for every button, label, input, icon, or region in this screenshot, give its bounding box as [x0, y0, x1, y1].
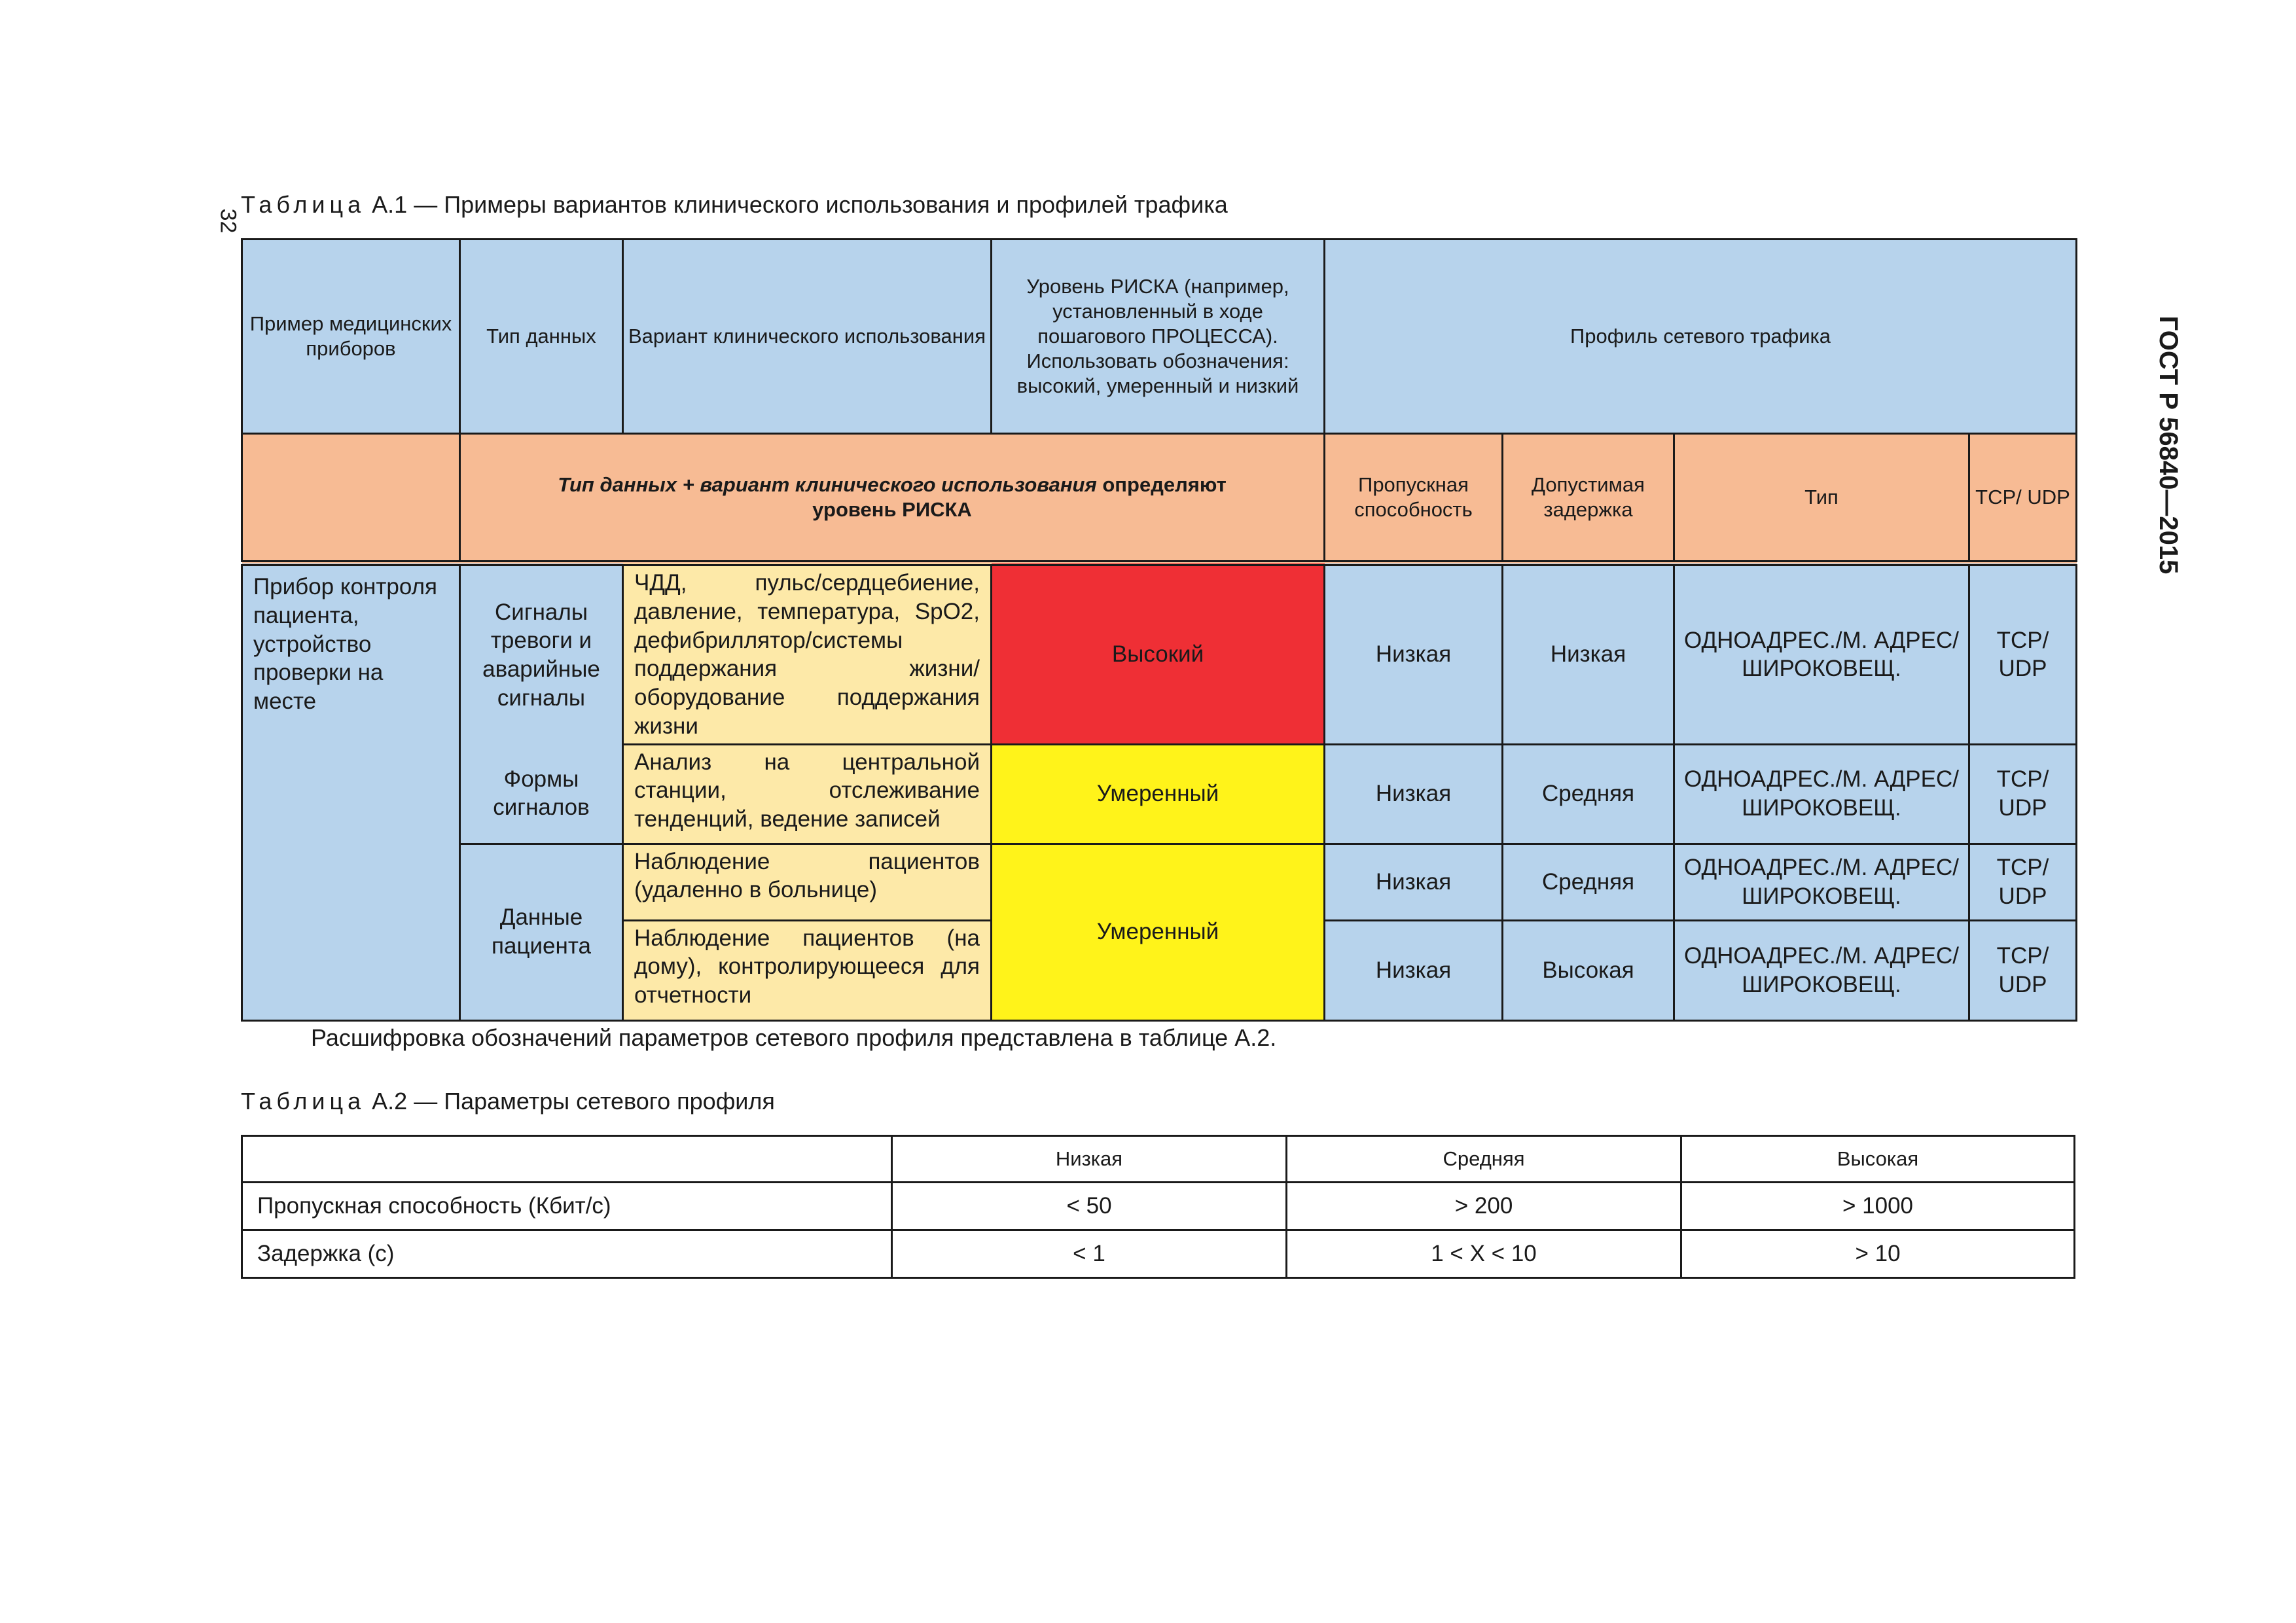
- clinical-use-cell: Анализ на центральной станции, отслеживание тенденций, ведение записей: [623, 744, 992, 844]
- latency-cell: Высокая: [1503, 920, 1674, 1020]
- clinical-use-cell: Наблюдение пациентов (удаленно в больнице): [623, 844, 992, 920]
- traffic-type-cell: ОДНОАДРЕС./М. АДРЕС/ ШИРОКОВЕЩ.: [1674, 920, 1969, 1020]
- header-traffic-profile: Профиль сетевого трафика: [1325, 240, 2077, 434]
- clinical-use-table: [241, 238, 2077, 1022]
- risk-level-moderate: Умеренный: [992, 744, 1325, 844]
- subheader-empty: [242, 434, 460, 563]
- latency-cell: Низкая: [1503, 563, 1674, 745]
- clinical-use-cell: ЧДД, пульс/сердцебиение, давление, температура, SpO2, дефибриллятор/системы поддержания жизни/ оборудование поддержания жизни: [623, 563, 992, 745]
- value-low: < 50: [892, 1183, 1287, 1230]
- table2-caption-label: Таблица: [241, 1088, 366, 1115]
- risk-level-high: Высокий: [992, 563, 1325, 745]
- document-standard-id: ГОСТ Р 56840—2015: [2154, 315, 2183, 575]
- table1-caption-label: Таблица: [241, 191, 366, 218]
- subheader-latency: Допустимая задержка: [1503, 434, 1674, 563]
- device-example-cell: Прибор контроля пациента, устройство проверки на месте: [242, 563, 460, 1021]
- row-label-bandwidth: Пропускная способность (Кбит/с): [242, 1183, 892, 1230]
- header-risk-level: Уровень РИСКА (например, установленный в ходе пошагового ПРОЦЕССА). Использовать обозначения: высокий, умеренный и низкий: [992, 240, 1325, 434]
- protocol-cell: TCP/ UDP: [1969, 563, 2077, 745]
- column-header-high: Высокая: [1681, 1136, 2075, 1183]
- value-low: < 1: [892, 1230, 1287, 1278]
- subheader-protocol: TCP/ UDP: [1969, 434, 2077, 563]
- traffic-type-cell: ОДНОАДРЕС./М. АДРЕС/ ШИРОКОВЕЩ.: [1674, 744, 1969, 844]
- latency-cell: Средняя: [1503, 744, 1674, 844]
- table-row: [242, 1183, 2075, 1230]
- value-high: > 1000: [1681, 1183, 2075, 1230]
- protocol-cell: TCP/ UDP: [1969, 920, 2077, 1020]
- value-medium: > 200: [1287, 1183, 1681, 1230]
- risk-rule-italic: Тип данных + вариант клинического использования: [558, 473, 1097, 497]
- table-row: [242, 1230, 2075, 1278]
- subheader-type: Тип: [1674, 434, 1969, 563]
- table1-caption: [241, 191, 1228, 219]
- traffic-type-cell: ОДНОАДРЕС./М. АДРЕС/ ШИРОКОВЕЩ.: [1674, 563, 1969, 745]
- traffic-type-cell: ОДНОАДРЕС./М. АДРЕС/ ШИРОКОВЕЩ.: [1674, 844, 1969, 920]
- clinical-use-cell: Наблюдение пациентов (на дому), контролирующееся для отчетности: [623, 920, 992, 1020]
- subheader-risk-rule: [460, 434, 1325, 563]
- column-header-medium: Средняя: [1287, 1136, 1681, 1183]
- bandwidth-cell: Низкая: [1325, 744, 1503, 844]
- network-profile-table: [241, 1135, 2075, 1279]
- data-type-alarms: Сигналы тревоги и аварийные сигналы: [460, 563, 623, 745]
- bandwidth-cell: Низкая: [1325, 844, 1503, 920]
- value-medium: 1 < X < 10: [1287, 1230, 1681, 1278]
- protocol-cell: TCP/ UDP: [1969, 844, 2077, 920]
- table-reference-note: Расшифровка обозначений параметров сетевого профиля представлена в таблице А.2.: [311, 1024, 1277, 1051]
- column-header-low: Низкая: [892, 1136, 1287, 1183]
- value-high: > 10: [1681, 1230, 2075, 1278]
- page-number: 32: [215, 208, 241, 234]
- risk-rule-rest: определяют уровень РИСКА: [812, 473, 1227, 521]
- column-header-empty: [242, 1136, 892, 1183]
- bandwidth-cell: Низкая: [1325, 920, 1503, 1020]
- protocol-cell: TCP/ UDP: [1969, 744, 2077, 844]
- table2-caption-text: А.2 — Параметры сетевого профиля: [372, 1088, 775, 1115]
- table1-caption-text: А.1 — Примеры вариантов клинического использования и профилей трафика: [372, 191, 1228, 218]
- header-clinical-use: Вариант клинического использования: [623, 240, 992, 434]
- risk-level-moderate: Умеренный: [992, 844, 1325, 1020]
- latency-cell: Средняя: [1503, 844, 1674, 920]
- bandwidth-cell: Низкая: [1325, 563, 1503, 745]
- data-type-waveforms: Формы сигналов: [460, 744, 623, 844]
- header-data-type: Тип данных: [460, 240, 623, 434]
- subheader-bandwidth: Пропускная способность: [1325, 434, 1503, 563]
- data-type-patient-data: Данные пациента: [460, 844, 623, 1020]
- table2-caption: [241, 1088, 775, 1115]
- row-label-latency: Задержка (с): [242, 1230, 892, 1278]
- header-device-example: Пример медицинских приборов: [242, 240, 460, 434]
